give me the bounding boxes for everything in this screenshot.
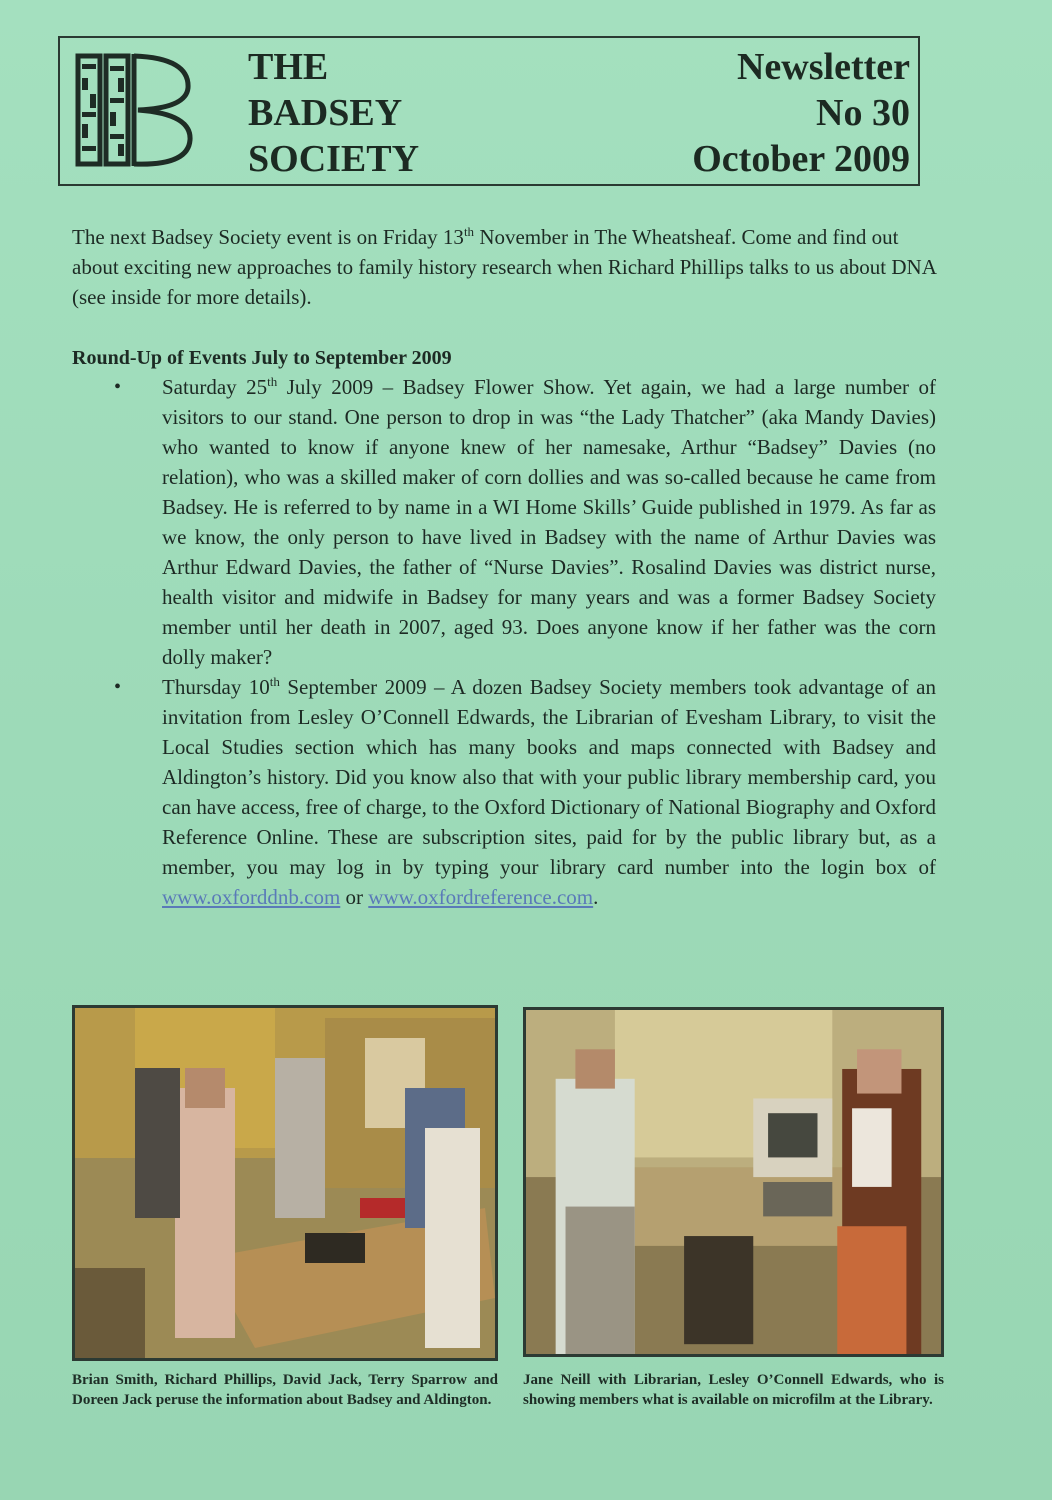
bullet-icon: • <box>114 676 122 698</box>
event-item <box>110 672 936 912</box>
oxforddnb-link[interactable]: www.oxforddnb.com <box>162 885 341 909</box>
society-title-line-2: BADSEY <box>248 92 403 134</box>
masthead <box>58 36 920 186</box>
photo-society-members-at-table <box>72 1005 498 1361</box>
photo-caption: Jane Neill with Librarian, Lesley O’Connell Edwards, who is showing members what is available on microfilm at the Library. <box>523 1372 944 1408</box>
photo-library-visit <box>523 1007 944 1357</box>
intro-text-2: November in The Wheatsheaf. Come and find out about exciting new approaches to family history research when Richard Phillips talks to us about DNA (see inside for more details). <box>72 225 936 309</box>
photo-caption: Brian Smith, Richard Phillips, David Jack, Terry Sparrow and Doreen Jack peruse the information about Badsey and Aldington. <box>72 1372 498 1408</box>
intro-text-1: The next Badsey Society event is on Friday 13 <box>72 225 464 249</box>
section-heading: Round-Up of Events July to September 2009 <box>72 347 452 369</box>
events-list <box>110 372 936 912</box>
event-text: September 2009 – A dozen Badsey Society members took advantage of an invitation from Lesley O’Connell Edwards, the Librarian of Evesham Library, to visit the Local Studies section which has many books and maps connected with Badsey and Aldington’s history. Did you know also that with your public library membership card, you can have access, free of charge, to the Oxford Dictionary of National Biography and Oxford Reference Online. These are subscription sites, paid for by the public library but, as a member, you may log in by typing your library card number into the login box of <box>162 675 936 879</box>
bullet-icon: • <box>114 376 122 398</box>
event-day-sup: th <box>267 374 278 389</box>
issue-number: No 30 <box>816 92 910 134</box>
event-text: July 2009 – Badsey Flower Show. Yet again, we had a large number of visitors to our stand. One person to drop in was “the Lady Thatcher” (aka Mandy Davies) who wanted to know if anyone knew of her namesake, Arthur “Badsey” Davies (no relation), who was a skilled maker of corn dollies and was so-called because he came from Badsey. He is referred to by name in a WI Home Skills’ Guide published in 1979. As far as we know, the only person to have lived in Badsey with the name of Arthur Davies was Arthur Edward Davies, the father of “Nurse Davies”. Rosalind Davies was district nurse, health visitor and midwife in Badsey for many years and was a former Badsey Society member until her death in 2007, aged 93. Does anyone know if her father was the corn dolly maker? <box>162 375 936 669</box>
society-title <box>248 44 419 182</box>
event-item <box>110 372 936 672</box>
newsletter-label: Newsletter <box>736 46 910 88</box>
society-title-line-1: THE <box>248 46 329 88</box>
event-day: Saturday 25 <box>162 375 268 399</box>
society-title-line-3: SOCIETY <box>248 138 420 180</box>
event-day: Thursday 10 <box>162 675 270 699</box>
intro-sup: th <box>463 224 475 239</box>
event-day-sup: th <box>269 674 280 689</box>
link-separator: or <box>340 885 369 909</box>
issue-date: October 2009 <box>692 138 910 180</box>
event-end: . <box>593 885 599 909</box>
oxfordreference-link[interactable]: www.oxfordreference.com <box>368 885 594 909</box>
issue-info <box>692 44 910 182</box>
intro-paragraph <box>72 222 938 312</box>
badsey-society-logo <box>72 48 202 173</box>
